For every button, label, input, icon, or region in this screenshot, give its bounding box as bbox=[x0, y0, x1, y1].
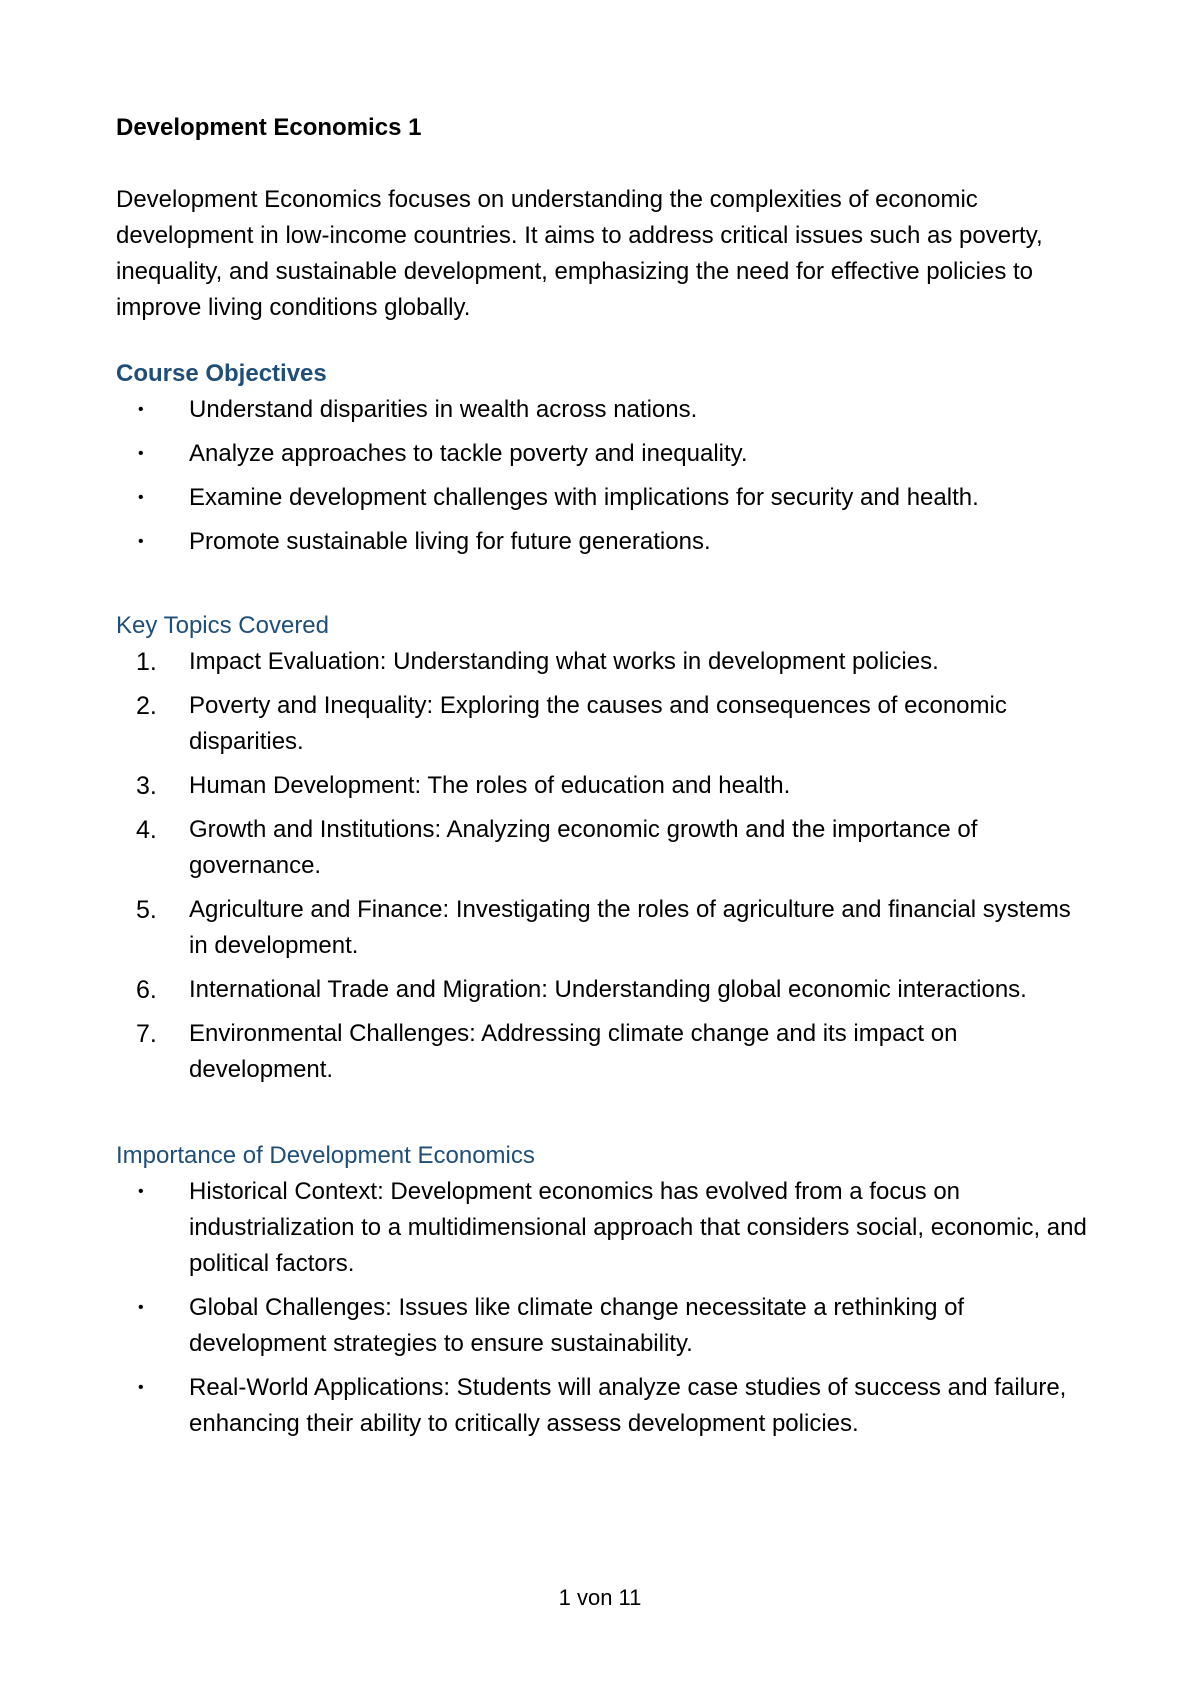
importance-item bbox=[116, 1370, 1096, 1442]
topic-number: 2. bbox=[136, 692, 157, 720]
topic-item bbox=[116, 1016, 1096, 1088]
topic-term: Human Development bbox=[189, 772, 415, 799]
objective-item bbox=[116, 524, 1096, 560]
importance-item bbox=[116, 1174, 1096, 1282]
objective-item bbox=[116, 480, 1096, 516]
topic-item bbox=[116, 972, 1096, 1008]
topic-number: 3. bbox=[136, 772, 157, 800]
bullet-icon: • bbox=[138, 1379, 144, 1396]
topic-term: Agriculture and Finance bbox=[189, 896, 443, 923]
topic-text: : Understanding global economic interactions. bbox=[541, 976, 1027, 1003]
document-title: Development Economics 1 bbox=[116, 114, 422, 141]
importance-item bbox=[116, 1290, 1096, 1362]
topic-text: : Exploring the causes and consequences of economic disparities. bbox=[189, 692, 1007, 755]
bullet-icon: • bbox=[138, 533, 144, 550]
bullet-icon: • bbox=[138, 401, 144, 418]
document-page bbox=[116, 110, 1096, 1450]
topics-heading: Key Topics Covered bbox=[116, 612, 329, 639]
topic-term: Environmental Challenges bbox=[189, 1020, 470, 1047]
importance-text: : Development economics has evolved from a focus on industrialization to a multidimensional approach that considers social, economic, and political factors. bbox=[189, 1178, 1087, 1277]
importance-heading: Importance of Development Economics bbox=[116, 1142, 535, 1169]
topic-item bbox=[116, 688, 1096, 760]
topic-term: Impact Evaluation bbox=[189, 648, 380, 675]
topic-item bbox=[116, 644, 1096, 680]
topic-text: : Addressing climate change and its impact on development. bbox=[189, 1020, 958, 1083]
topic-number: 7. bbox=[136, 1020, 157, 1048]
importance-term: Global Challenges bbox=[189, 1294, 386, 1321]
importance-text: : Issues like climate change necessitate a rethinking of development strategies to ensure sustainability. bbox=[189, 1294, 965, 1357]
bullet-icon: • bbox=[138, 445, 144, 462]
objectives-list bbox=[116, 392, 1096, 560]
importance-list bbox=[116, 1174, 1096, 1442]
importance-term: Real-World Applications bbox=[189, 1374, 444, 1401]
topic-text: : The roles of education and health. bbox=[414, 772, 791, 799]
bullet-icon: • bbox=[138, 489, 144, 506]
importance-term: Historical Context bbox=[189, 1178, 378, 1205]
topic-term: Growth and Institutions bbox=[189, 816, 435, 843]
topic-term: International Trade and Migration bbox=[189, 976, 542, 1003]
objective-item bbox=[116, 436, 1096, 472]
objective-text: Analyze approaches to tackle poverty and inequality. bbox=[189, 440, 748, 467]
objective-text: Examine development challenges with implications for security and health. bbox=[189, 484, 979, 511]
page-number: 1 von 11 bbox=[558, 1585, 642, 1610]
topic-item bbox=[116, 768, 1096, 804]
topic-number: 6. bbox=[136, 976, 157, 1004]
topic-term: Poverty and Inequality bbox=[189, 692, 427, 719]
intro-paragraph: Development Economics focuses on understanding the complexities of economic development in low-income countries. It aims to address critical issues such as poverty, inequality, and sustainable development, emphasizing the need for effective policies to improve living conditions globally. bbox=[116, 186, 1043, 321]
topic-text: : Investigating the roles of agriculture and financial systems in development. bbox=[189, 896, 1071, 959]
topic-text: : Understanding what works in development policies. bbox=[379, 648, 939, 675]
objective-text: Promote sustainable living for future generations. bbox=[189, 528, 711, 555]
topic-item bbox=[116, 892, 1096, 964]
topic-number: 4. bbox=[136, 816, 157, 844]
objective-item bbox=[116, 392, 1096, 428]
topic-text: : Analyzing economic growth and the importance of governance. bbox=[189, 816, 978, 879]
bullet-icon: • bbox=[138, 1299, 144, 1316]
objectives-heading: Course Objectives bbox=[116, 360, 327, 387]
importance-text: : Students will analyze case studies of success and failure, enhancing their ability to critically assess development policies. bbox=[189, 1374, 1067, 1437]
topics-list bbox=[116, 644, 1096, 1088]
topic-item bbox=[116, 812, 1096, 884]
topic-number: 5. bbox=[136, 896, 157, 924]
topic-number: 1. bbox=[136, 648, 157, 676]
objective-text: Understand disparities in wealth across nations. bbox=[189, 396, 698, 423]
bullet-icon: • bbox=[138, 1183, 144, 1200]
